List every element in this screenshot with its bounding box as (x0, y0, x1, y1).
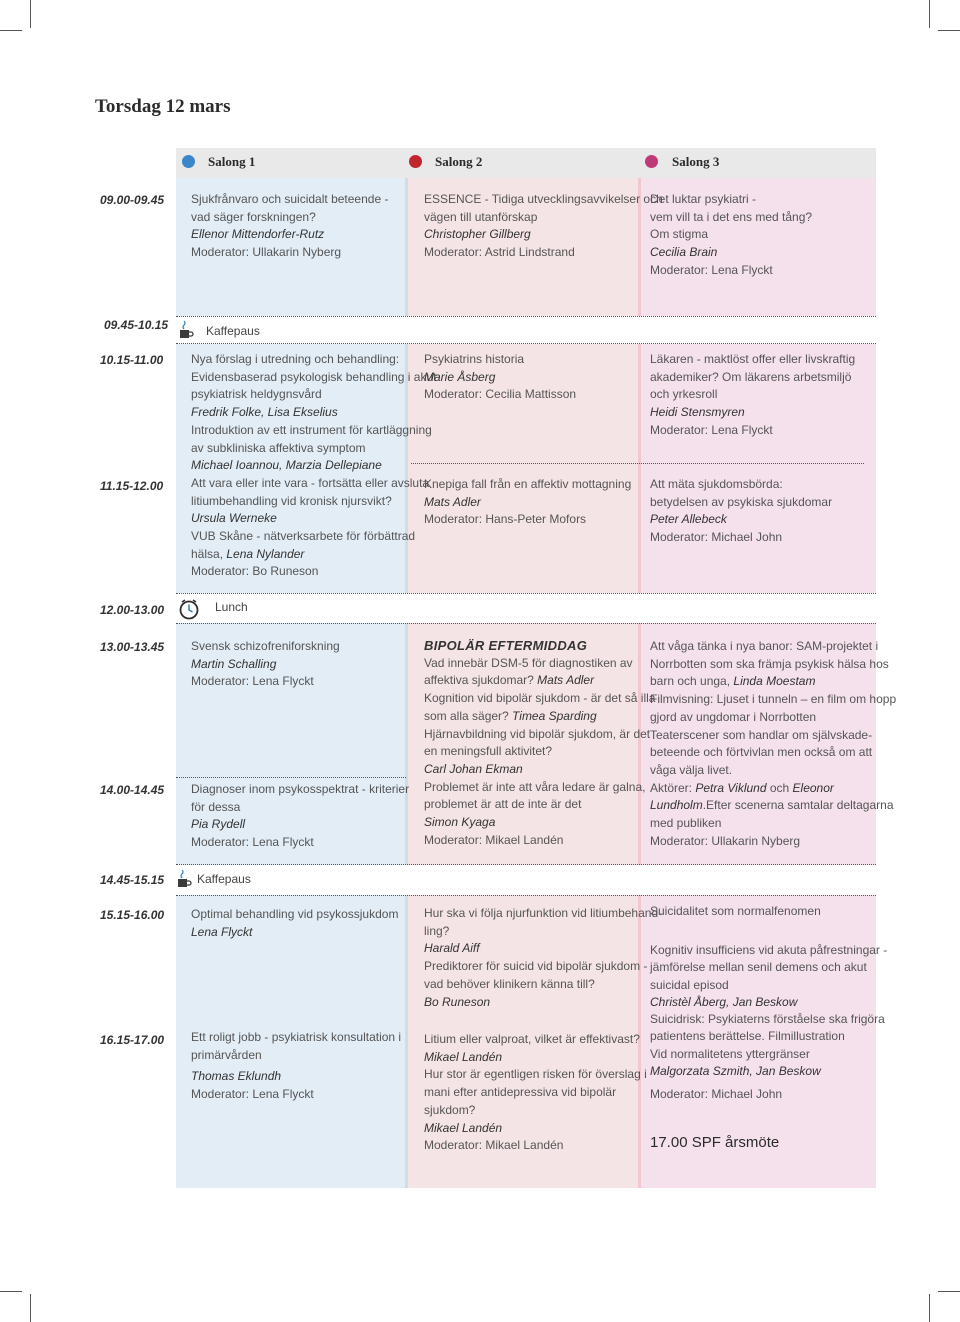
session-block (191, 191, 388, 262)
time-slot: 14.45-15.15 (100, 873, 165, 887)
session-title: barn och unga, (650, 674, 734, 689)
session-title: Hur ska vi följa njurfunktion vid litiumbehand- (424, 906, 663, 920)
divider (176, 864, 876, 865)
session-title: Prediktorer för suicid vid bipolär sjukdom - (424, 959, 648, 974)
session-block (424, 476, 631, 529)
session-title: som alla säger? (424, 708, 513, 723)
session-title: Nya förslag i utredning och behandling: (191, 352, 400, 366)
moderator: Moderator: Lena Flyckt (191, 835, 314, 850)
crop-mark (30, 0, 31, 28)
room-label-salong1: Salong 1 (208, 154, 256, 169)
session-title: ling? (424, 923, 450, 938)
session-block (191, 906, 398, 941)
speaker-name: Pia Rydell (191, 817, 246, 832)
speaker-name: Mats Adler (424, 494, 481, 509)
session-title: Filmvisning: Ljuset i tunneln – en film om hopp (650, 692, 897, 707)
session-title: Teaterscener som handlar om självskade- (650, 727, 873, 742)
session-title: Suicidrisk: Psykiaterns förståelse ska frigöra (650, 1012, 885, 1027)
moderator: Moderator: Mikael Landén (424, 832, 564, 847)
session-title: Om stigma (650, 227, 709, 242)
moderator: Moderator: Hans-Peter Mofors (424, 512, 587, 527)
session-title: Hur stor är egentligen risken för överslag i (424, 1067, 647, 1082)
room-header (176, 148, 876, 178)
session-title: Läkaren - maktlöst offer eller livskraftig (650, 352, 856, 366)
time-slot: 15.15-16.00 (100, 908, 165, 922)
divider (176, 316, 876, 317)
session-block (650, 903, 821, 921)
session-block (424, 351, 576, 404)
time-slot: 14.00-14.45 (100, 783, 165, 797)
speaker-name: Petra Viklund (695, 780, 767, 795)
speaker-name: Martin Schalling (191, 656, 277, 671)
coffee-cup-icon (178, 320, 194, 340)
session-block (650, 942, 887, 1104)
session-title: vem vill ta i det ens med tång? (650, 209, 813, 224)
speaker-name: Thomas Eklundh (191, 1069, 282, 1084)
crop-mark (30, 1294, 31, 1322)
crop-mark (0, 30, 22, 31)
session-title: våga välja livet. (650, 762, 733, 777)
session-block (191, 351, 437, 581)
lunch-break-label: Lunch (215, 600, 248, 614)
session-title: Vid normalitetens yttergränser (650, 1046, 810, 1061)
speaker-name: Mikael Landén (424, 1120, 503, 1135)
session-title: för dessa (191, 799, 241, 814)
clock-icon (178, 598, 200, 620)
time-slot: 16.15-17.00 (100, 1033, 165, 1047)
session-title: litiumbehandling vid kronisk njursvikt? (191, 493, 392, 508)
session-title: Vad innebär DSM-5 för diagnostiken av (424, 655, 633, 670)
session-title: Hjärnavbildning vid bipolär sjukdom, är det (424, 726, 651, 741)
session-title: Optimal behandling vid psykossjukdom (191, 907, 399, 921)
session-title: Ett roligt jobb - psykiatrisk konsultation i (191, 1030, 402, 1044)
time-slot: 11.15-12.00 (100, 479, 164, 493)
speaker-name: Malgorzata Szmith, Jan Beskow (650, 1064, 821, 1079)
session-title: Knepiga fall från en affektiv mottagning (424, 477, 632, 491)
session-block (424, 905, 662, 1011)
session-title: Psykiatrins historia (424, 352, 525, 366)
session-block (650, 638, 896, 850)
session-block (650, 351, 855, 440)
crop-mark (0, 1291, 22, 1292)
time-slot: 12.00-13.00 (100, 603, 165, 617)
divider (176, 593, 876, 594)
coffee-cup-icon (176, 869, 192, 889)
session-block (424, 191, 663, 262)
session-title: Det luktar psykiatri - (650, 192, 757, 206)
session-title: Evidensbaserad psykologisk behandling i akut (191, 369, 437, 384)
speaker-name: Fredrik Folke, Lisa Ekselius (191, 405, 338, 420)
speaker-name: Cecilia Brain (650, 245, 718, 260)
lunch-break-band (176, 593, 876, 623)
session-title: Att våga tänka i nya banor: SAM-projektet i (650, 639, 879, 653)
moderator: Moderator: Lena Flyckt (191, 1087, 314, 1102)
speaker-name: Christopher Gillberg (424, 227, 531, 242)
session-title: av subkliniska affektiva symptom (191, 440, 366, 455)
session-title: Sjukfrånvaro och suicidalt beteende - (191, 192, 389, 206)
moderator: Moderator: Lena Flyckt (650, 262, 773, 277)
session-title: Svensk schizofreniforskning (191, 639, 340, 653)
session-block (191, 638, 340, 691)
speaker-name: Christèl Åberg, Jan Beskow (650, 994, 798, 1009)
session-title: Kognitiv insufficiens vid akuta påfrestningar - (650, 943, 888, 957)
session-title: Aktörer: (650, 780, 696, 795)
session-title: och (766, 780, 793, 795)
time-slot: 09.45-10.15 (104, 318, 169, 332)
session-title: Kognition vid bipolär sjukdom - är det så illa (424, 691, 656, 706)
coffee-break-band (176, 865, 876, 895)
speaker-name: Marie Åsberg (424, 369, 496, 384)
time-slot: 10.15-11.00 (100, 353, 164, 367)
moderator: Moderator: Mikael Landén (424, 1138, 564, 1153)
track-title: BIPOLÄR EFTERMIDDAG (424, 638, 588, 653)
moderator: Moderator: Lena Flyckt (650, 422, 773, 437)
session-title: Problemet är inte att våra ledare är galna, (424, 779, 646, 794)
session-block (424, 637, 655, 849)
session-title: vägen till utanförskap (424, 209, 538, 224)
salong2-dot (409, 155, 422, 168)
crop-mark (938, 1291, 960, 1292)
coffee-break-label: Kaffepaus (206, 324, 260, 338)
crop-mark (929, 0, 930, 28)
session-title: Att mäta sjukdomsbörda: (650, 477, 783, 491)
speaker-name: Heidi Stensmyren (650, 405, 745, 420)
speaker-name: Eleonor (792, 780, 834, 795)
session-block (650, 191, 812, 280)
session-title: Litium eller valproat, vilket är effektivast? (424, 1032, 640, 1046)
speaker-name: Mats Adler (537, 673, 595, 688)
session-title: Diagnoser inom psykosspektrat - kriterier (191, 782, 410, 796)
speaker-name: Lundholm (650, 798, 703, 813)
time-slot: 13.00-13.45 (100, 640, 165, 654)
crop-mark (929, 1294, 930, 1322)
session-title: Suicidalitet som normalfenomen (650, 904, 821, 918)
speaker-name: Carl Johan Ekman (424, 761, 523, 776)
session-title: gjord av ungdomar i Norrbotten (650, 709, 817, 724)
speaker-name: Michael Ioannou, Marzia Dellepiane (191, 458, 382, 473)
speaker-name: Ellenor Mittendorfer-Rutz (191, 227, 325, 242)
crop-mark (938, 30, 960, 31)
moderator: Moderator: Michael John (650, 1087, 783, 1102)
session-title: problemet är att de inte är det (424, 797, 582, 812)
session-title: hälsa, (191, 546, 227, 561)
session-title: Introduktion av ett instrument för kartläggning (191, 422, 432, 437)
moderator: Moderator: Ullakarin Nyberg (650, 833, 801, 848)
moderator: Moderator: Cecilia Mattisson (424, 387, 577, 402)
session-block (650, 476, 832, 547)
speaker-name: Ursula Werneke (191, 511, 277, 526)
annual-meeting: 17.00 SPF årsmöte (650, 1134, 780, 1151)
session-title: vad behöver klinikern känna till? (424, 976, 595, 991)
room-label-salong2: Salong 2 (435, 154, 483, 169)
moderator: Moderator: Lena Flyckt (191, 674, 314, 689)
session-title: en meningsfull aktivitet? (424, 744, 553, 759)
session-title: psykiatrisk heldygnsvård (191, 387, 322, 402)
speaker-name: Timea Sparding (512, 708, 597, 723)
session-title: suicidal episod (650, 977, 729, 992)
session-title: ESSENCE - Tidiga utvecklingsavvikelser och (424, 192, 663, 206)
moderator: Moderator: Michael John (650, 530, 783, 545)
session-title: primärvården (191, 1047, 262, 1062)
session-title: Att vara eller inte vara - fortsätta eller avsluta (191, 475, 430, 490)
time-slot: 09.00-09.45 (100, 193, 165, 207)
speaker-name: Harald Aiff (424, 941, 480, 956)
speaker-name: Lena Flyckt (191, 924, 253, 939)
session-title: Norrbotten som ska främja psykisk hälsa hos (650, 656, 889, 671)
divider (176, 623, 876, 624)
speaker-name: Linda Moestam (733, 674, 816, 689)
session-title: patientens berättelse. Filmillustration (650, 1029, 845, 1044)
speaker-name: Mikael Landén (424, 1049, 503, 1064)
session-title: .Efter scenerna samtalar deltagarna (702, 798, 894, 813)
session-title: med publiken (650, 816, 722, 831)
coffee-break-band (176, 316, 876, 344)
session-title: och yrkesroll (650, 387, 718, 402)
session-title: betydelsen av psykiska sjukdomar (650, 494, 833, 509)
divider (411, 463, 864, 464)
room-label-salong3: Salong 3 (672, 154, 720, 169)
session-title: vad säger forskningen? (191, 209, 316, 224)
session-block (191, 781, 409, 852)
session-title: VUB Skåne - nätverksarbete för förbättrad (191, 529, 416, 544)
session-title: jämförelse mellan senil demens och akut (650, 960, 867, 975)
salong3-dot (645, 155, 658, 168)
divider (176, 895, 876, 896)
speaker-name: Lena Nylander (226, 546, 305, 561)
speaker-name: Peter Allebeck (650, 512, 727, 527)
session-title: akademiker? Om läkarens arbetsmiljö (650, 369, 852, 384)
session-title: mani efter antidepressiva vid bipolär (424, 1085, 617, 1100)
moderator: Moderator: Bo Runeson (191, 564, 319, 579)
moderator: Moderator: Ullakarin Nyberg (191, 245, 342, 260)
session-title: sjukdom? (424, 1102, 476, 1117)
coffee-break-label: Kaffepaus (197, 872, 251, 886)
session-block (424, 1031, 647, 1155)
divider (176, 777, 406, 778)
session-title: beteende och förtvivlan men också om att (650, 745, 873, 760)
moderator: Moderator: Astrid Lindstrand (424, 245, 575, 260)
speaker-name: Bo Runeson (424, 994, 491, 1009)
page-title: Torsdag 12 mars (95, 96, 231, 117)
session-block (191, 1029, 401, 1104)
divider (176, 343, 876, 344)
salong1-dot (182, 155, 195, 168)
speaker-name: Simon Kyaga (424, 815, 496, 830)
session-title: affektiva sjukdomar? (424, 673, 538, 688)
